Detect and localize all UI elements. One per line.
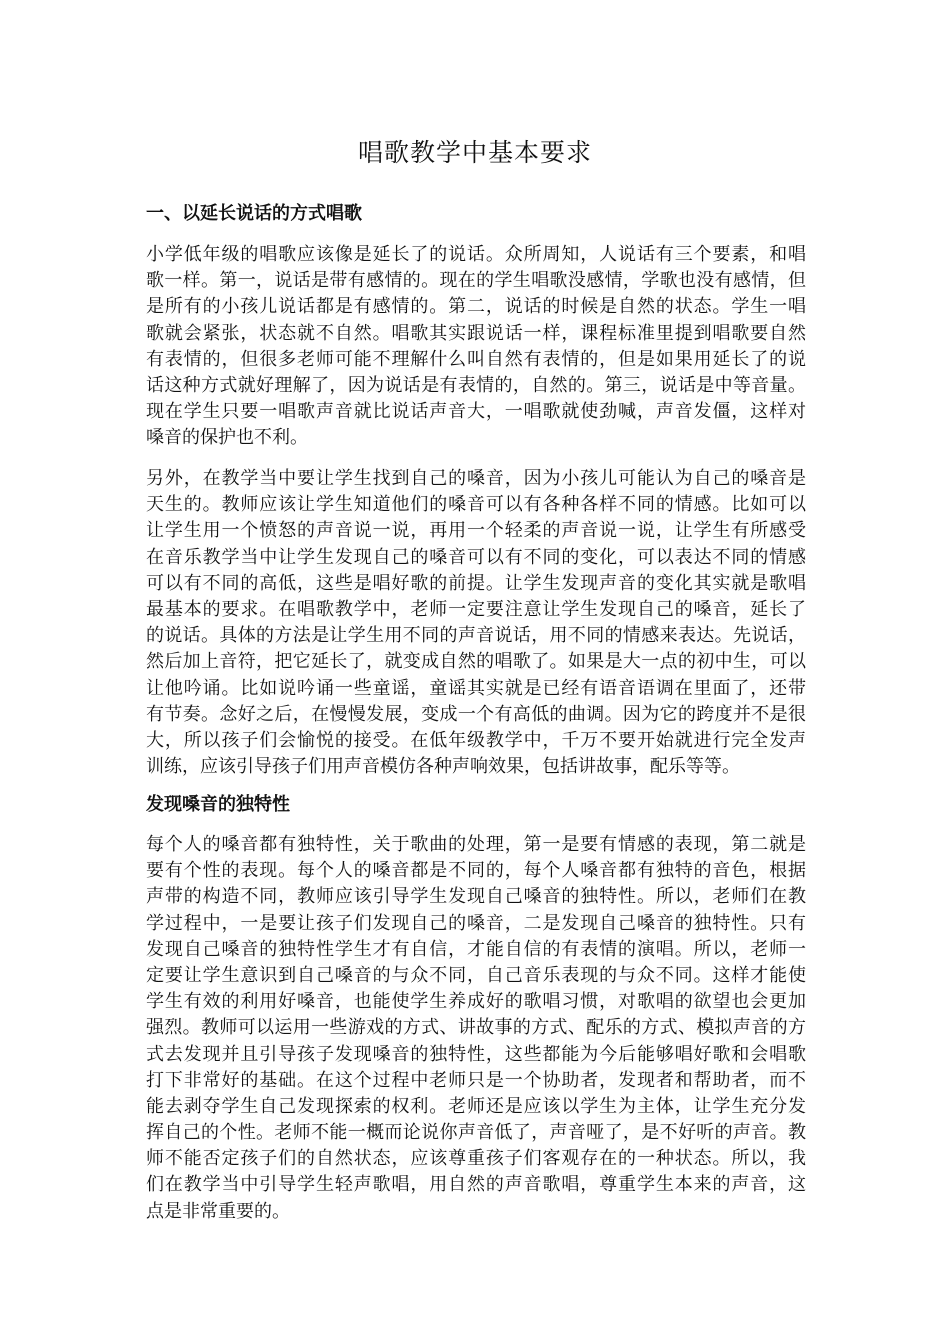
paragraph-line: 打下非常好的基础。在这个过程中老师只是一个协助者，发现者和帮助者，而不 [146,1069,806,1091]
paragraph-line: 每个人的嗓音都有独特性，关于歌曲的处理，第一是要有情感的表现，第二就是 [146,834,806,855]
paragraph-line: 学生有效的利用好嗓音，也能使学生养成好的歌唱习惯，对歌唱的欲望也会更加 [146,991,806,1013]
paragraph-line: 现在学生只要一唱歌声音就比说话声音大，一唱歌就使劲喊，声音发僵，这样对 [146,401,806,423]
section-heading-2: 发现嗓音的独特性 [146,794,290,815]
paragraph-line: 在音乐教学当中让学生发现自己的嗓音可以有不同的变化，可以表达不同的情感 [146,546,806,568]
paragraph-line: 可以有不同的高低，这些是唱好歌的前提。让学生发现声音的变化其实就是歌唱 [146,572,806,594]
paragraph-2 [146,466,806,780]
section-heading-1: 一、以延长说话的方式唱歌 [146,203,362,224]
paragraph-3 [146,832,806,1225]
paragraph-line: 有节奏。念好之后，在慢慢发展，变成一个有高低的曲调。因为它的跨度并不是很 [146,703,806,725]
paragraph-line: 定要让学生意识到自己嗓音的与众不同，自己音乐表现的与众不同。这样才能使 [146,964,806,986]
paragraph-line: 挥自己的个性。老师不能一概而论说你声音低了，声音哑了，是不好听的声音。教 [146,1122,806,1144]
paragraph-line: 话这种方式就好理解了，因为说话是有表情的，自然的。第三，说话是中等音量。 [146,374,806,396]
paragraph-line: 另外，在教学当中要让学生找到自己的嗓音，因为小孩儿可能认为自己的嗓音是 [146,468,806,489]
paragraph-line: 大，所以孩子们会愉悦的接受。在低年级教学中，千万不要开始就进行完全发声 [146,729,806,751]
paragraph-line: 让学生用一个愤怒的声音说一说，再用一个轻柔的声音说一说，让学生有所感受 [146,520,806,542]
paragraph-line: 天生的。教师应该让学生知道他们的嗓音可以有各种各样不同的情感。比如可以 [146,494,806,516]
paragraph-line: 的说话。具体的方法是让学生用不同的声音说话，用不同的情感来表达。先说话， [146,625,806,647]
paragraph-line: 师不能否定孩子们的自然状态，应该尊重孩子们客观存在的一种状态。所以，我 [146,1148,806,1170]
paragraph-line: 歌一样。第一，说话是带有感情的。现在的学生唱歌没感情，学歌也没有感情，但 [146,270,806,292]
paragraph-line: 要有个性的表现。每个人的嗓音都是不同的，每个人嗓音都有独特的音色，根据 [146,860,806,882]
paragraph-line: 是所有的小孩儿说话都是有感情的。第二，说话的时候是自然的状态。学生一唱 [146,296,806,318]
paragraph-line: 小学低年级的唱歌应该像是延长了的说话。众所周知，人说话有三个要素，和唱 [146,244,806,265]
page-title: 唱歌教学中基本要求 [357,138,592,167]
paragraph-line: 能去剥夺学生自己发现探索的权利。老师还是应该以学生为主体，让学生充分发 [146,1095,806,1117]
paragraph-line: 歌就会紧张，状态就不自然。唱歌其实跟说话一样，课程标准里提到唱歌要自然 [146,322,806,344]
paragraph-line: 学过程中，一是要让孩子们发现自己的嗓音，二是发现自己嗓音的独特性。只有 [146,912,806,934]
paragraph-line: 式去发现并且引导孩子发现嗓音的独特性，这些都能为今后能够唱好歌和会唱歌 [146,1043,806,1065]
paragraph-1 [146,242,806,452]
paragraph-line: 最基本的要求。在唱歌教学中，老师一定要注意让学生发现自己的嗓音，延长了 [146,598,806,620]
paragraph-line: 声带的构造不同，教师应该引导学生发现自己嗓音的独特性。所以，老师们在教 [146,886,806,908]
paragraph-line: 让他吟诵。比如说吟诵一些童谣，童谣其实就是已经有语音语调在里面了，还带 [146,677,806,699]
paragraph-line: 发现自己嗓音的独特性学生才有自信，才能自信的有表情的演唱。所以，老师一 [146,938,806,960]
paragraph-line: 强烈。教师可以运用一些游戏的方式、讲故事的方式、配乐的方式、模拟声音的方 [146,1017,806,1039]
paragraph-line: 们在教学当中引导学生轻声歌唱，用自然的声音歌唱，尊重学生本来的声音，这 [146,1174,806,1196]
paragraph-line: 有表情的，但很多老师可能不理解什么叫自然有表情的，但是如果用延长了的说 [146,348,806,370]
paragraph-line: 然后加上音符，把它延长了，就变成自然的唱歌了。如果是大一点的初中生，可以 [146,651,806,673]
paragraph-line: 嗓音的保护也不利。 [146,427,308,449]
paragraph-line: 训练，应该引导孩子们用声音模仿各种声响效果，包括讲故事，配乐等等。 [146,756,740,778]
paragraph-line: 点是非常重要的。 [146,1200,290,1222]
